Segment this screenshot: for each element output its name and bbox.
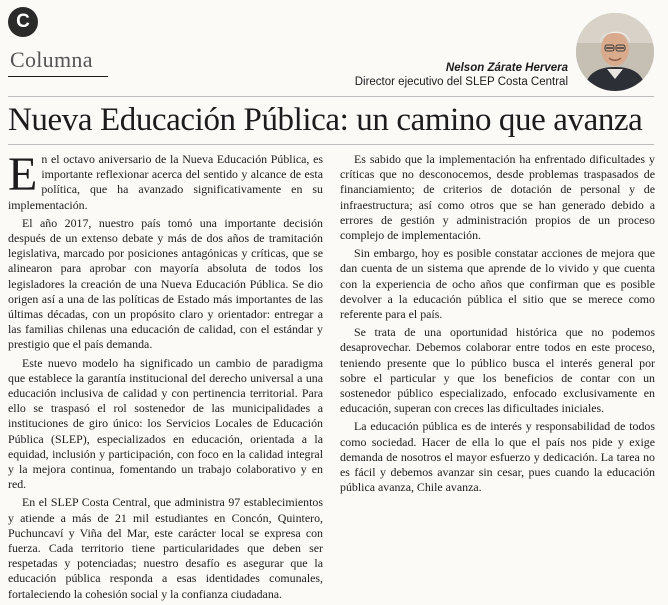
- headline-rule-bottom: [8, 144, 654, 145]
- article-column-right: [340, 152, 655, 498]
- author-portrait-svg: [576, 13, 654, 91]
- section-label: Columna: [10, 47, 93, 72]
- section-badge: C: [8, 7, 38, 37]
- author-portrait-icon: [576, 13, 654, 91]
- article-paragraph: [8, 148, 323, 213]
- paragraph-text: n el octavo aniversario de la Nueva Educación Pública, es importante reflexionar acerca del sentido y alcance de esta política, que ha avanzado significativamente en su implementación.: [8, 152, 323, 212]
- drop-cap: E: [8, 148, 38, 201]
- article-paragraph: La educación pública es de interés y responsabilidad de todos como sociedad. Hacer de ella lo que el país nos pide y exige demanda de nosotros el mayor esfuerzo y dedicación. La tarea no es fácil y debemos avanzar sin cesar, pues cuando la educación pública avanza, Chile avanza.: [340, 419, 655, 495]
- author-byline: [355, 61, 568, 89]
- headline: Nueva Educación Pública: un camino que avanza: [8, 102, 643, 138]
- article-paragraph: Sin embargo, hoy es posible constatar acciones de mejora que dan cuenta de un sistema que aprende de lo vivido y que cuenta con la experiencia de ocho años que confirman que es posible devolver a la educación pública el sitio que se merece como referente para el país.: [340, 246, 655, 322]
- headline-rule-top: [8, 96, 654, 97]
- article-paragraph: Este nuevo modelo ha significado un cambio de paradigma que establece la garantía institucional del derecho universal a una educación inclusiva de calidad y con pertinencia territorial. Para ello se traspasó el rol sostenedor de las municipalidades a instituciones de giro único: los Servicios Locales de Educación Pública (SLEP), especializados en educación, orientada a la equidad, inclusión y participación, con foco en la calidad integral y la mejora continua, fomentando un trabajo colaborativo y en red.: [8, 355, 323, 492]
- article-paragraph: El año 2017, nuestro país tomó una importante decisión después de un extenso debate y más de dos años de tramitación legislativa, marcado por posiciones antagónicas y críticas, que se alinearon para aprobar con mayoría absoluta de todos los legisladores la creación de una Nueva Educación Pública. Se dio origen así a una de las políticas de Estado más importantes de las últimas décadas, con un propósito claro y orientador: entregar a las familias chilenas una educación de calidad, con el estándar y prestigio que el país demanda.: [8, 215, 323, 352]
- author-role: Director ejecutivo del SLEP Costa Central: [354, 76, 568, 88]
- article-paragraph: En el SLEP Costa Central, que administra 97 establecimientos y atiende a más de 21 mil estudiantes en Concón, Quintero, Puchuncaví y Viña del Mar, este carácter local se expresa con fuerza. Cada territorio tiene particularidades que deben ser respetadas y potenciadas; nuestro desafío es asegurar que la educación pública responda a esas identidades comunales, fortaleciendo la cohesión social y la confianza ciudadana.: [8, 495, 323, 601]
- author-name: Nelson Zárate Hervera: [445, 62, 568, 74]
- section-rule: [8, 76, 108, 77]
- article-paragraph: Se trata de una oportunidad histórica que no podemos desaprovechar. Debemos colaborar entre todos en este proceso, teniendo presente que lo público busca el interés general por sobre el particular y que los beneficios de contar con un sostenedor público especializado, enfocado exclusivamente en educación, superan con creces las dificultades iniciales.: [340, 325, 655, 416]
- article-paragraph: Es sabido que la implementación ha enfrentado dificultades y críticas que no desconocemos, desde problemas traspasados de financiamiento; de criterios de dotación de personal y de infraestructura; así como otros que se han generado debido a errores de gestión y administración propios de un proceso complejo de implementación.: [340, 152, 655, 243]
